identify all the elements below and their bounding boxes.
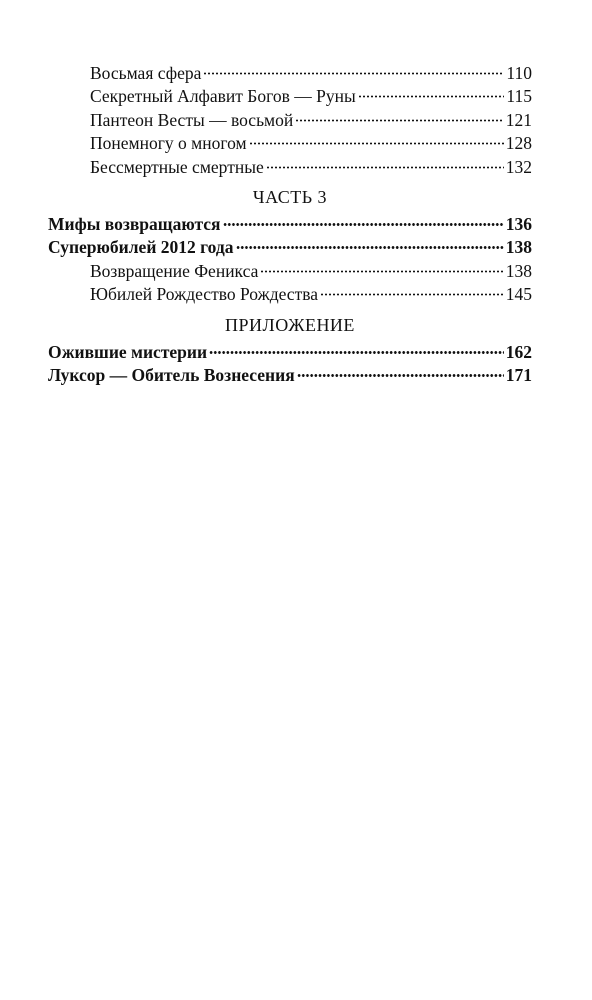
toc-entry-page: 145 xyxy=(505,284,532,305)
toc-entry-page: 110 xyxy=(506,63,532,83)
toc-entry xyxy=(48,85,532,108)
toc-entry-title: Восьмая сфера xyxy=(90,63,202,83)
toc-entry xyxy=(48,132,532,155)
toc-entry-title: Секретный Алфавит Богов — Руны xyxy=(90,86,356,107)
dot-leader xyxy=(236,246,504,249)
toc-entry-page: 128 xyxy=(505,133,532,154)
toc-entry-page: 138 xyxy=(505,260,532,281)
toc-entry-title: Мифы возвращаются xyxy=(48,213,221,234)
toc-entry-page: 121 xyxy=(505,109,532,130)
toc-entry-page: 171 xyxy=(505,364,532,385)
toc-entry-title: Возвращение Феникса xyxy=(90,260,259,281)
toc-entry-page: 132 xyxy=(505,156,532,177)
toc-entry-title: Луксор — Обитель Вознесения xyxy=(48,364,295,385)
toc-entry xyxy=(48,283,532,306)
dot-leader xyxy=(223,223,504,226)
toc-entry-page: 138 xyxy=(505,237,532,258)
toc-entry xyxy=(48,156,532,179)
dot-leader xyxy=(249,142,504,145)
toc-entry-title: Понемногу о многом xyxy=(90,133,247,154)
toc-main-entry xyxy=(48,364,532,387)
dot-leader xyxy=(320,293,504,296)
dot-leader xyxy=(260,270,503,273)
dot-leader xyxy=(295,119,504,122)
toc-main-entry xyxy=(48,341,532,364)
toc-entry-title: Суперюбилей 2012 года xyxy=(48,237,234,258)
toc-entry xyxy=(48,62,532,85)
toc-entry-page: 162 xyxy=(505,341,532,362)
table-of-contents xyxy=(48,62,532,387)
dot-leader xyxy=(358,95,505,98)
appendix-heading: ПРИЛОЖЕНИЕ xyxy=(225,314,355,335)
dot-leader xyxy=(266,166,504,169)
toc-main-entry xyxy=(48,236,532,259)
toc-entry-page: 136 xyxy=(505,213,532,234)
toc-entry-title: Бессмертные смертные xyxy=(90,156,264,177)
part-heading: ЧАСТЬ 3 xyxy=(252,186,328,207)
toc-entry-page: 115 xyxy=(506,86,532,107)
dot-leader xyxy=(297,374,504,377)
dot-leader xyxy=(209,351,504,354)
toc-entry xyxy=(48,260,532,283)
toc-entry-title: Юбилей Рождество Рождества xyxy=(90,284,319,305)
toc-main-entry xyxy=(48,213,532,236)
dot-leader xyxy=(203,72,504,75)
toc-entry xyxy=(48,109,532,132)
toc-entry-title: Пантеон Весты — восьмой xyxy=(90,109,294,130)
toc-entry-title: Ожившие мистерии xyxy=(48,341,208,362)
